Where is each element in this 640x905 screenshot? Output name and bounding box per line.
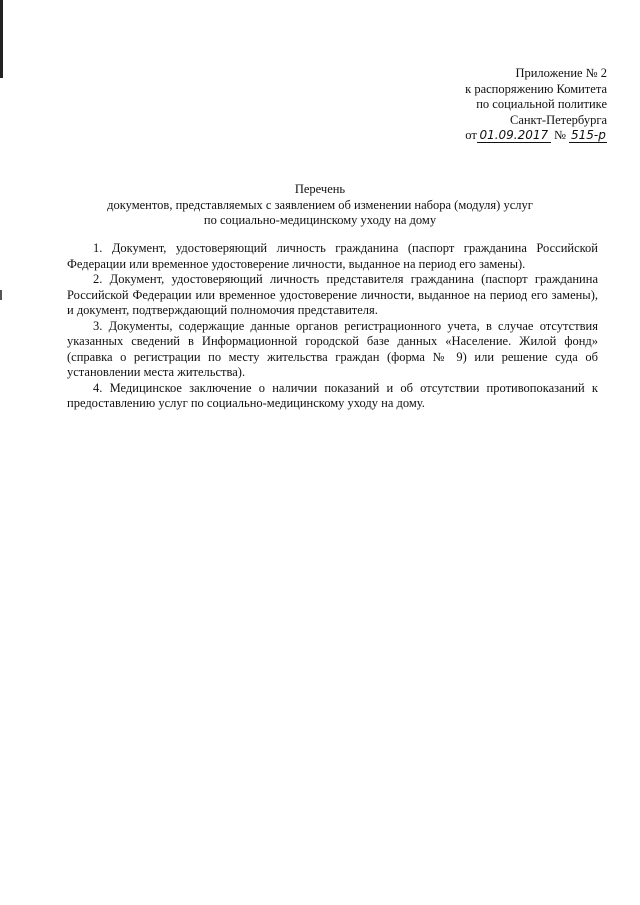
title-line-3: по социально-медицинскому уходу на дому: [203, 213, 437, 227]
appendix-city: Санкт-Петербурга: [509, 112, 607, 127]
list-item: 1. Документ, удостоверяющий личность гражданина (паспорт гражданина Российской Федерации или временное удостоверение личности, выданное на период его замены).: [67, 241, 598, 271]
scan-edge-tick: [0, 290, 2, 300]
title-line-1: Перечень: [294, 182, 346, 196]
list-item: 3. Документы, содержащие данные органов регистрационного учета, в случае отсутствия указанных сведений в Информационной городской базе данных «Население. Жилой фонд» (справка о регистрации по месту жительства граждан (форма № 9) или решение суда об установлении места жительства).: [67, 318, 598, 379]
handwritten-number: 515-р: [571, 128, 606, 142]
title-line-2: документов, представляемых с заявлением об изменении набора (модуля) услуг: [107, 197, 533, 212]
appendix-date-line: [465, 128, 607, 144]
appendix-committee: по социальной политике: [476, 97, 607, 111]
date-prefix: от: [465, 128, 477, 142]
document-list: [67, 241, 598, 412]
list-item: 2. Документ, удостоверяющий личность представителя гражданина (паспорт гражданина Российской Федерации или временное удостоверение личности, выданное на период его замены), и документ, подтверждающий полномочия представителя.: [67, 272, 598, 317]
document-title: [0, 182, 640, 229]
appendix-header: [465, 66, 607, 144]
handwritten-date: 01.09.2017: [477, 129, 551, 143]
appendix-number: Приложение № 2: [515, 66, 607, 80]
list-item: 4. Медицинское заключение о наличии показаний и об отсутствии противопоказаний к предоставлению услуг по социально-медицинскому уходу на дому.: [67, 380, 598, 410]
number-prefix: №: [553, 128, 566, 142]
scan-edge-mark: [0, 0, 3, 78]
appendix-order-ref: к распоряжению Комитета: [465, 81, 607, 96]
